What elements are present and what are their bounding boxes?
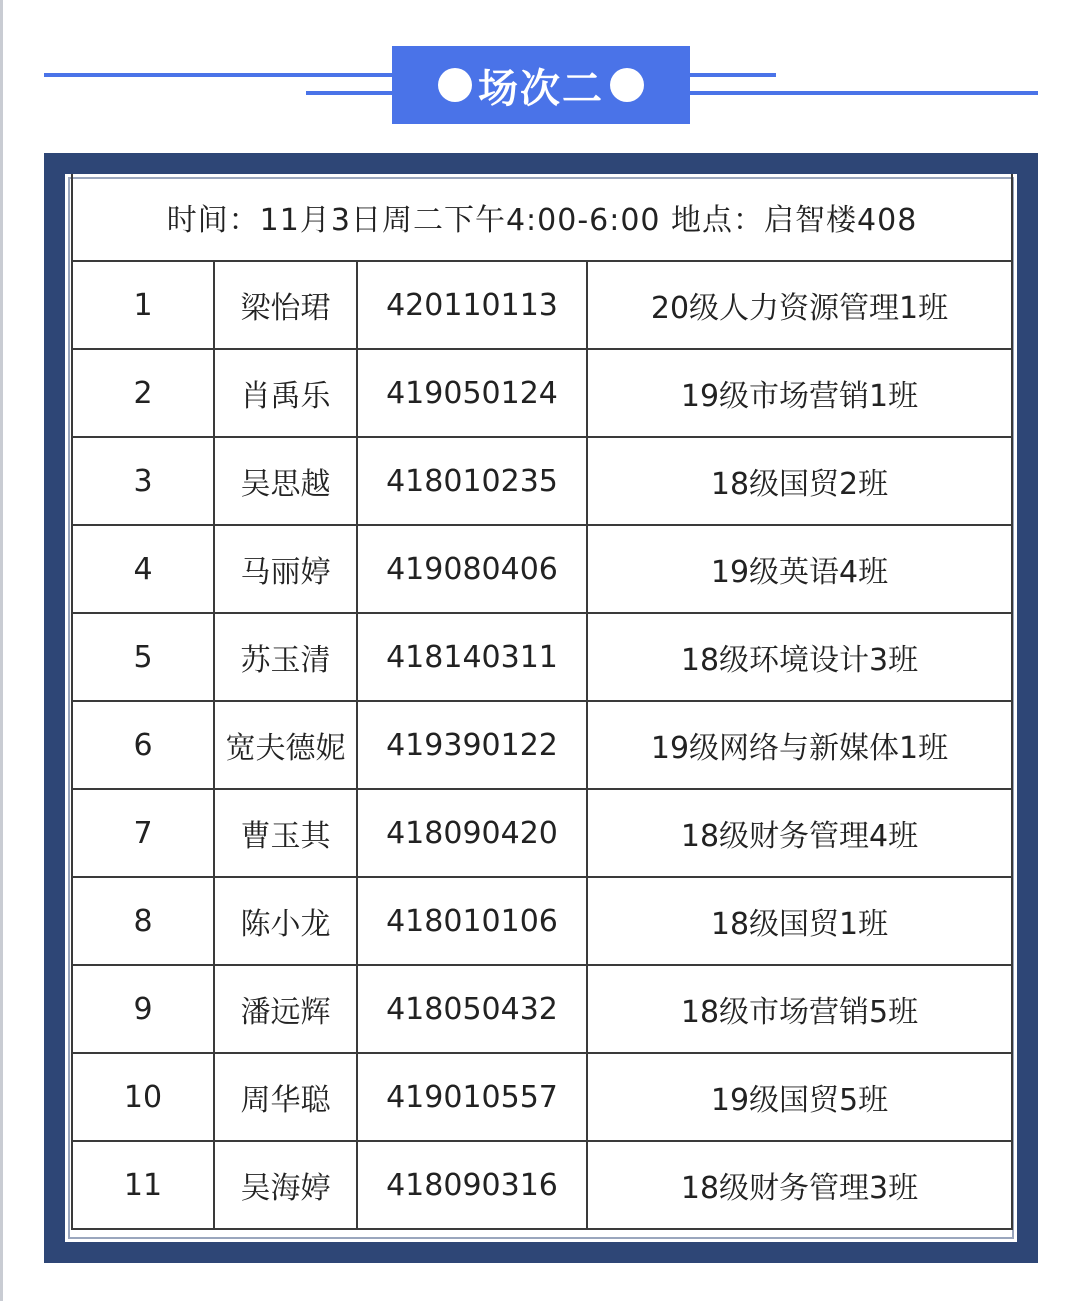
student-name-cell: 梁怡珺 <box>214 261 357 349</box>
student-name-cell: 周华聪 <box>214 1053 357 1141</box>
student-name-cell: 吴思越 <box>214 437 357 525</box>
class-name-cell: 18级国贸2班 <box>587 437 1012 525</box>
table-row <box>72 789 1012 877</box>
student-name-cell: 肖禹乐 <box>214 349 357 437</box>
row-number-cell: 9 <box>72 965 214 1053</box>
table-row <box>72 525 1012 613</box>
class-name-cell: 18级环境设计3班 <box>587 613 1012 701</box>
student-name-cell: 陈小龙 <box>214 877 357 965</box>
class-name-cell: 20级人力资源管理1班 <box>587 261 1012 349</box>
table-row <box>72 349 1012 437</box>
session-title-banner <box>392 46 690 124</box>
class-name-cell: 19级网络与新媒体1班 <box>587 701 1012 789</box>
session-title: 场次二 <box>478 65 604 112</box>
class-name-cell: 19级国贸5班 <box>587 1053 1012 1141</box>
header-line-right-bottom <box>690 91 1038 95</box>
student-id-cell: 418090420 <box>357 789 587 877</box>
bullet-dot-icon <box>438 68 472 102</box>
table-row <box>72 1141 1012 1229</box>
table-row <box>72 1053 1012 1141</box>
class-name-cell: 18级市场营销5班 <box>587 965 1012 1053</box>
student-id-cell: 419080406 <box>357 525 587 613</box>
row-number-cell: 1 <box>72 261 214 349</box>
table-row <box>72 965 1012 1053</box>
student-name-cell: 苏玉清 <box>214 613 357 701</box>
row-number-cell: 5 <box>72 613 214 701</box>
class-name-cell: 18级国贸1班 <box>587 877 1012 965</box>
class-name-cell: 18级财务管理4班 <box>587 789 1012 877</box>
student-id-cell: 419050124 <box>357 349 587 437</box>
row-number-cell: 4 <box>72 525 214 613</box>
table-frame-inner <box>65 174 1017 1242</box>
student-name-cell: 吴海婷 <box>214 1141 357 1229</box>
student-id-cell: 419010557 <box>357 1053 587 1141</box>
row-number-cell: 10 <box>72 1053 214 1141</box>
header-line-left-top <box>44 73 392 77</box>
row-number-cell: 6 <box>72 701 214 789</box>
header-line-right-top <box>690 73 776 77</box>
roster-table <box>71 174 1013 1230</box>
student-name-cell: 曹玉其 <box>214 789 357 877</box>
student-id-cell: 420110113 <box>357 261 587 349</box>
row-number-cell: 11 <box>72 1141 214 1229</box>
table-row <box>72 877 1012 965</box>
table-row <box>72 701 1012 789</box>
class-name-cell: 18级财务管理3班 <box>587 1141 1012 1229</box>
student-id-cell: 418090316 <box>357 1141 587 1229</box>
student-name-cell: 宽夫德妮 <box>214 701 357 789</box>
class-name-cell: 19级英语4班 <box>587 525 1012 613</box>
table-row <box>72 613 1012 701</box>
student-id-cell: 418140311 <box>357 613 587 701</box>
class-name-cell: 19级市场营销1班 <box>587 349 1012 437</box>
table-info-row <box>72 174 1012 261</box>
row-number-cell: 3 <box>72 437 214 525</box>
row-number-cell: 8 <box>72 877 214 965</box>
header-line-left-bottom <box>306 91 392 95</box>
time-location-info: 时间：11月3日周二下午4:00-6:00 地点：启智楼408 <box>72 174 1012 261</box>
student-id-cell: 418050432 <box>357 965 587 1053</box>
student-id-cell: 418010235 <box>357 437 587 525</box>
student-name-cell: 马丽婷 <box>214 525 357 613</box>
student-id-cell: 418010106 <box>357 877 587 965</box>
row-number-cell: 2 <box>72 349 214 437</box>
bullet-dot-icon <box>610 68 644 102</box>
student-id-cell: 419390122 <box>357 701 587 789</box>
student-name-cell: 潘远辉 <box>214 965 357 1053</box>
left-edge-divider <box>0 0 3 1301</box>
table-row <box>72 437 1012 525</box>
table-row <box>72 261 1012 349</box>
table-frame <box>44 153 1038 1263</box>
row-number-cell: 7 <box>72 789 214 877</box>
